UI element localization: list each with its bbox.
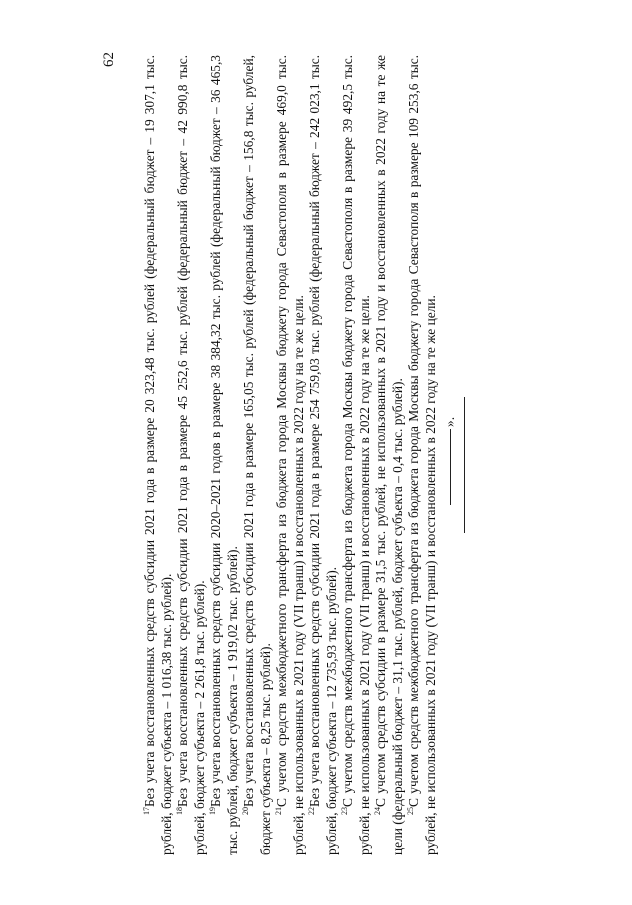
footnote-marker: 24 xyxy=(373,807,382,815)
footnote-21 xyxy=(274,55,307,855)
footnotes xyxy=(142,55,465,855)
footnote-marker: 22 xyxy=(307,807,316,815)
end-divider xyxy=(464,397,465,533)
footnote-22 xyxy=(307,55,340,855)
footnote-text: Без учета восстановленных средств субсидии 2021 года в размере 20 323,48 тыс. рублей (федеральный бюджет – 19 307,1 тыс. рублей, бюджет субъекта – 1 016,38 тыс. рублей). xyxy=(142,55,174,855)
footnote-19 xyxy=(208,55,241,855)
footnote-text: С учетом средств субсидии в размере 31,5 тыс. рублей, не использованных в 2021 году и восстановленных в 2022 году на те же цели (федеральный бюджет – 31,1 тыс. рублей, бюджет субъекта – 0,4 тыс. рублей). xyxy=(373,55,405,855)
footnote-24 xyxy=(373,55,406,855)
closing-quote: ». xyxy=(442,416,457,427)
closing-underline xyxy=(450,429,451,505)
footnote-23 xyxy=(340,55,373,855)
footnote-text: Без учета восстановленных средств субсидии 2020–2021 годов в размере 38 384,32 тыс. рублей (федеральный бюджет – 36 465,3 тыс. рублей, бюджет субъекта – 1 919,02 тыс. рублей). xyxy=(208,55,240,855)
footnote-marker: 17 xyxy=(142,807,151,815)
closing-mark-line xyxy=(441,55,458,855)
footnote-text: С учетом средств межбюджетного трансферта из бюджета города Москвы бюджету города Севастополя в размере 39 492,5 тыс. рублей, не использованных в 2021 году (VII транш) и восстановленных в 2022 году на те же цели. xyxy=(340,55,372,855)
footnote-marker: 19 xyxy=(208,807,217,815)
footnote-20 xyxy=(241,55,274,855)
footnote-text: С учетом средств межбюджетного трансферта из бюджета города Москвы бюджету города Севастополя в размере 469,0 тыс. рублей, не использованных в 2021 году (VII транш) и восстановленных в 2022 году на те же цели. xyxy=(274,55,306,855)
footnote-25 xyxy=(406,55,439,855)
rotated-text-block xyxy=(96,27,536,877)
footnote-text: С учетом средств межбюджетного трансферта из бюджета города Москвы бюджету города Севастополя в размере 109 253,6 тыс. рублей, не использованных в 2021 году (VII транш) и восстановленных в 2022 году на те же цели. xyxy=(406,55,438,855)
footnote-marker: 21 xyxy=(274,807,283,815)
footnote-marker: 20 xyxy=(241,807,250,815)
footnote-text: Без учета восстановленных средств субсидии 2021 года в размере 45 252,6 тыс. рублей (федеральный бюджет – 42 990,8 тыс. рублей, бюджет субъекта – 2 261,8 тыс. рублей). xyxy=(175,55,207,855)
footnote-marker: 23 xyxy=(340,807,349,815)
footnote-text: Без учета восстановленных средств субсидии 2021 года в размере 254 759,03 тыс. рублей (федеральный бюджет – 242 023,1 тыс. рублей, бюджет субъекта – 12 735,93 тыс. рублей). xyxy=(307,55,339,855)
footnote-18 xyxy=(175,55,208,855)
footnote-text: Без учета восстановленных средств субсидии 2021 года в размере 165,05 тыс. рублей (федеральный бюджет – 156,8 тыс. рублей, бюджет субъекта – 8,25 тыс. рублей). xyxy=(241,55,273,855)
footnote-marker: 18 xyxy=(175,807,184,815)
footnote-17 xyxy=(142,55,175,855)
page-number: 62 xyxy=(101,52,117,67)
footnote-marker: 25 xyxy=(406,807,415,815)
